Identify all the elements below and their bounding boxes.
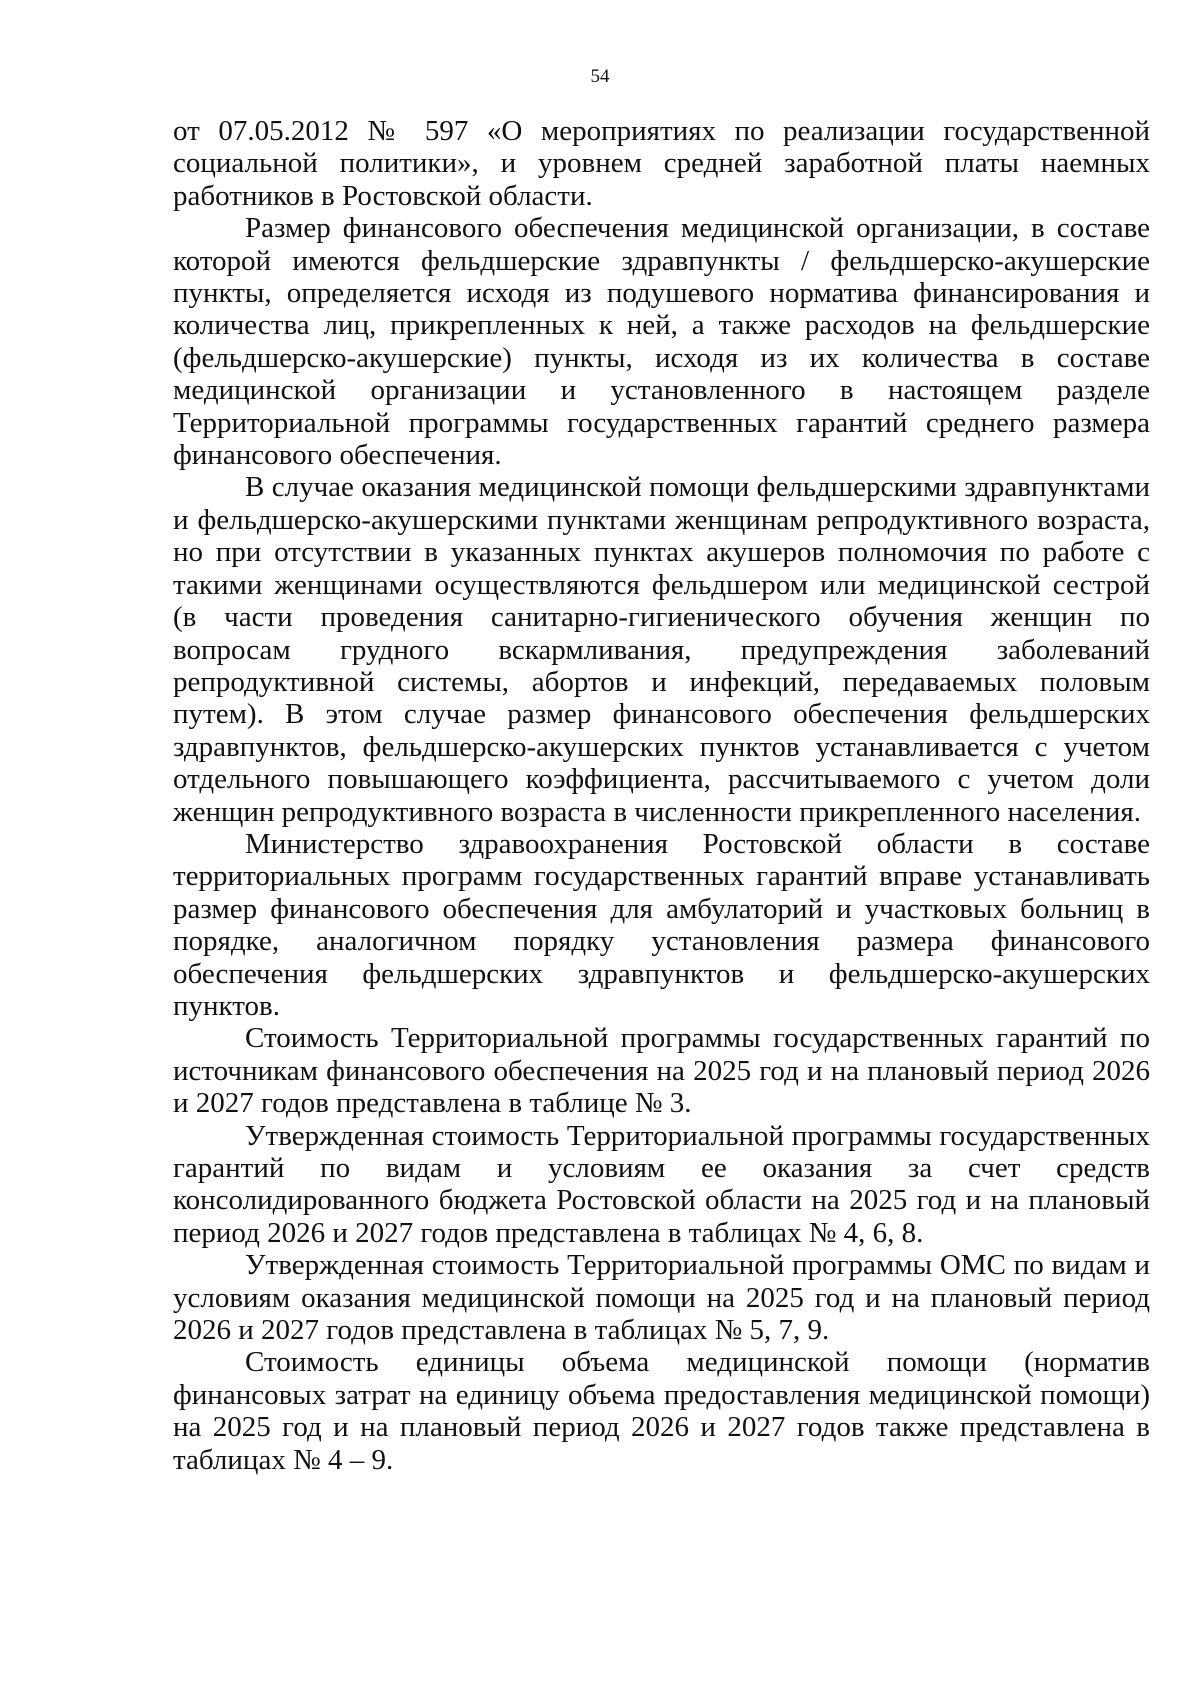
paragraph-financial-support-size: Размер финансового обеспечения медицинской организации, в составе которой имеются фельдшерские здравпункты / фельдшерско-акушерские пункты, определяется исходя из подушевого норматива финансирования и количества лиц, прикрепленных к ней, а также расходов на фельдшерские (фельдшерско-акушерские) пункты, исходя из их количества в составе медицинской организации и установленного в настоящем разделе Территориальной программы государственных гарантий среднего размера финансового обеспечения. [173,212,1150,472]
paragraph-continuation: от 07.05.2012 № 597 «О мероприятиях по реализации государственной социальной политики», и уровнем средней заработной платы наемных работников в Ростовской области. [173,115,1150,212]
page-number: 54 [590,66,610,87]
paragraph-program-cost-table-3: Стоимость Территориальной программы государственных гарантий по источникам финансового обеспечения на 2025 год и на плановый период 2026 и 2027 годов представлена в таблице № 3. [173,1022,1150,1120]
paragraph-approved-cost-oms: Утвержденная стоимость Территориальной программы ОМС по видам и условиям оказания медицинской помощи на 2025 год и на плановый период 2026 и 2027 годов представлена в таблицах № 5, 7, 9. [173,1249,1150,1347]
paragraph-ministry-rights: Министерство здравоохранения Ростовской области в составе территориальных программ государственных гарантий вправе устанавливать размер финансового обеспечения для амбулаторий и участковых больниц в порядке, аналогичном порядку установления размера финансового обеспечения фельдшерских здравпунктов и фельдшерско-акушерских пунктов. [173,827,1150,1022]
paragraph-reproductive-age-women: В случае оказания медицинской помощи фельдшерскими здравпунктами и фельдшерско-акушерскими пунктами женщинам репродуктивного возраста, но при отсутствии в указанных пунктах акушеров полномочия по работе с такими женщинами осуществляются фельдшером или медицинской сестрой (в части проведения санитарно-гигиенического обучения женщин по вопросам грудного вскармливания, предупреждения заболеваний репродуктивной системы, абортов и инфекций, передаваемых половым путем). В этом случае размер финансового обеспечения фельдшерских здравпунктов, фельдшерско-акушерских пунктов устанавливается с учетом отдельного повышающего коэффициента, рассчитываемого с учетом доли женщин репродуктивного возраста в численности прикрепленного населения. [173,471,1150,828]
paragraph-unit-cost: Стоимость единицы объема медицинской помощи (норматив финансовых затрат на единицу объема предоставления медицинской помощи) на 2025 год и на плановый период 2026 и 2027 годов также представлена в таблицах № 4 – 9. [173,1346,1150,1476]
paragraph-approved-cost-budget: Утвержденная стоимость Территориальной программы государственных гарантий по видам и условиям ее оказания за счет средств консолидированного бюджета Ростовской области на 2025 год и на плановый период 2026 и 2027 годов представлена в таблицах № 4, 6, 8. [173,1119,1150,1249]
document-body [173,115,1150,1476]
